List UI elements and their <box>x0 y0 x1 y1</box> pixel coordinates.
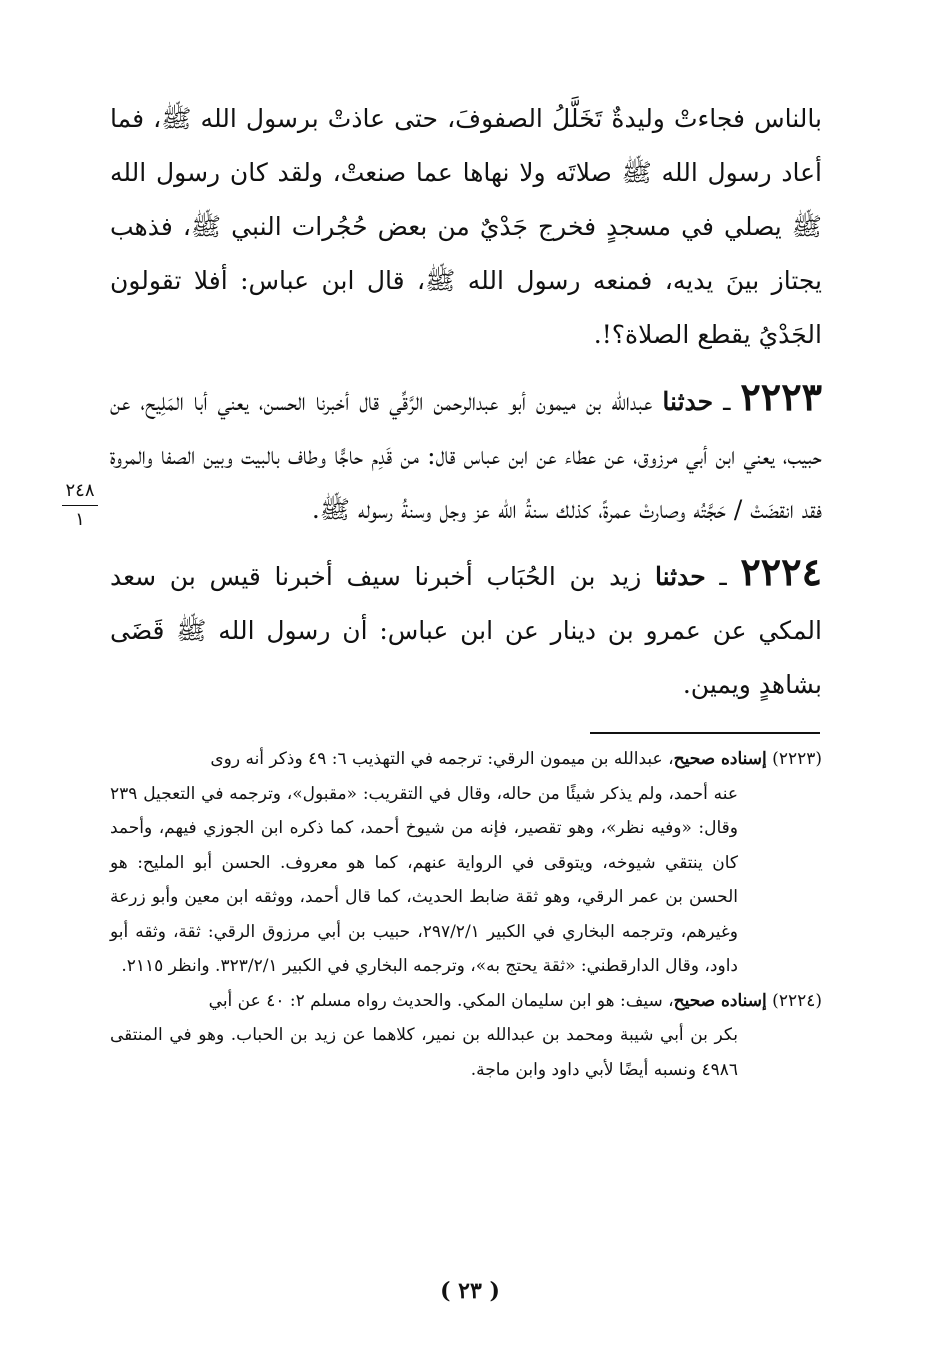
intro-line: رسول الله ﷺ صلاتَه ولا نهاها عما صنعتْ، ولقد كان رسول الله ﷺ يصلي <box>110 158 822 241</box>
hadith-line: ابن عباس قال: من قَدِم حاجًّا وطاف بالبيت وبين الصفا والمروة فقد <box>110 441 822 524</box>
footnote-keyword: إسناده صحيح <box>673 990 767 1011</box>
footnote-ref: (٢٢٢٣) <box>766 749 822 769</box>
footnote-line: فيهم، وأحمد كان ينتقي شيوخه، ويتوقى في الرواية عنهم، كما هو معروف. الحسن <box>110 818 738 873</box>
page-number: ( ٢٣ ) <box>440 1278 500 1304</box>
intro-line: الصلاة؟!. <box>593 320 690 349</box>
footnote-divider <box>590 732 820 734</box>
hadith-line: زيد بن الحُبَاب أخبرنا سيف أخبرنا قيس بن سعد <box>110 562 655 591</box>
hadith-dash: ـ <box>713 387 741 416</box>
footnote-ref: (٢٢٢٤) <box>766 990 822 1011</box>
footnote-line: ، عبدالله بن ميمون الرقي: ترجمه في التهذيب ٦: ٤٩ وذكر أنه روى <box>210 749 674 769</box>
hadith-line: عبدالله بن ميمون أبو عبدالرحمن الرَّقِّي قال أخبرنا <box>315 387 663 416</box>
footnote-line: بكر بن أبي شيبة ومحمد بن عبدالله بن نمير، كلاهما عن زيد بن الحباب. وهو في <box>169 1025 739 1045</box>
intro-paragraph <box>110 92 822 362</box>
footnote-line: الكبير ٣٢٣/٢/١. وانظر ٢١١٥. <box>121 956 322 976</box>
footnote-keyword: إسناده صحيح <box>673 749 767 769</box>
margin-note-bottom: ١ <box>75 509 85 530</box>
footnote-line: ابن معين وأبو زرعة وغيرهم، وترجمه البخاري في الكبير ٢٩٧/٢/١، حبيب بن أبي <box>110 887 738 942</box>
intro-line: بالناس فجاءتْ وليدةٌ تَخَلَّلُ الصفوفَ، حتى عاذتْ برسول الله ﷺ، فما أعاد <box>110 104 822 187</box>
intro-line: يديه، فمنعه رسول الله ﷺ، قال ابن عباس: أفلا تقولون الجَدْيُ يقطع <box>110 266 822 349</box>
hadith-2223 <box>110 370 822 537</box>
hadith-line: ويمين. <box>682 670 751 699</box>
footnote-2223-body <box>110 777 822 984</box>
margin-note-top: ٢٤٨ <box>65 480 95 501</box>
hadith-2224 <box>110 545 822 712</box>
hadith-line: انقضَتْ / حَجَّتُه وصارتْ عمرةً، كذلك سنةُ الله عز وجل وسنةُ رسوله ﷺ. <box>311 495 794 524</box>
main-text <box>110 92 822 712</box>
footnote-line: ، سيف: هو ابن سليمان المكي. والحديث رواه مسلم ٢: ٤٠ عن أبي <box>208 990 674 1011</box>
margin-note-divider <box>62 505 98 506</box>
footnote-line: مرزوق الرقي: ثقة، وثقه أبو داود، وقال الدارقطني: «ثقة يحتج به»، وترجمه البخاري في <box>110 921 738 976</box>
hadith-keyword: حدثنا <box>662 387 714 416</box>
hadith-number: ٢٢٢٤ <box>740 549 822 594</box>
intro-line: في مسجدٍ فخرج جَدْيٌ من بعض حُجُرات النبي ﷺ، فذهب يجتاز بينَ <box>110 212 823 295</box>
hadith-dash: ـ <box>705 562 741 591</box>
footnotes <box>110 742 822 1087</box>
footnote-line: أبو المليح: هو الحسن بن عمر الرقي، وهو ثقة ضابط الحديث، كما قال أحمد، ووثقه <box>110 852 739 907</box>
footnote-line: ٢٣٩ وقال: «وفيه نظر»، وهو تقصير، فإنه من شيوخ أحمد، كما ذكره ابن الجوزي <box>110 783 739 838</box>
margin-volume-note <box>56 480 104 531</box>
hadith-line: الحسن، يعني أبا المَلِيح، عن حبيب، يعني ابن أبي مرزوق، عن عطاء عن <box>110 387 823 470</box>
hadith-number: ٢٢٢٣ <box>740 374 823 419</box>
footnote-2224-body <box>110 1018 822 1087</box>
hadith-line: المكي عن عمرو بن دينار عن ابن عباس: أن رسول الله ﷺ قَضَى بشاهدٍ <box>110 616 822 699</box>
footnote-2223 <box>110 742 822 777</box>
footnote-2224 <box>110 984 822 1019</box>
footnote-line: المنتقى ٤٩٨٦ ونسبه أيضًا لأبي داود وابن ماجة. <box>110 1025 738 1080</box>
hadith-keyword: حدثنا <box>655 562 706 591</box>
footnote-line: عنه أحمد، ولم يذكر شيئًا من حاله، وقال في التقريب: «مقبول»، وترجمه في التعجيل <box>143 783 738 804</box>
